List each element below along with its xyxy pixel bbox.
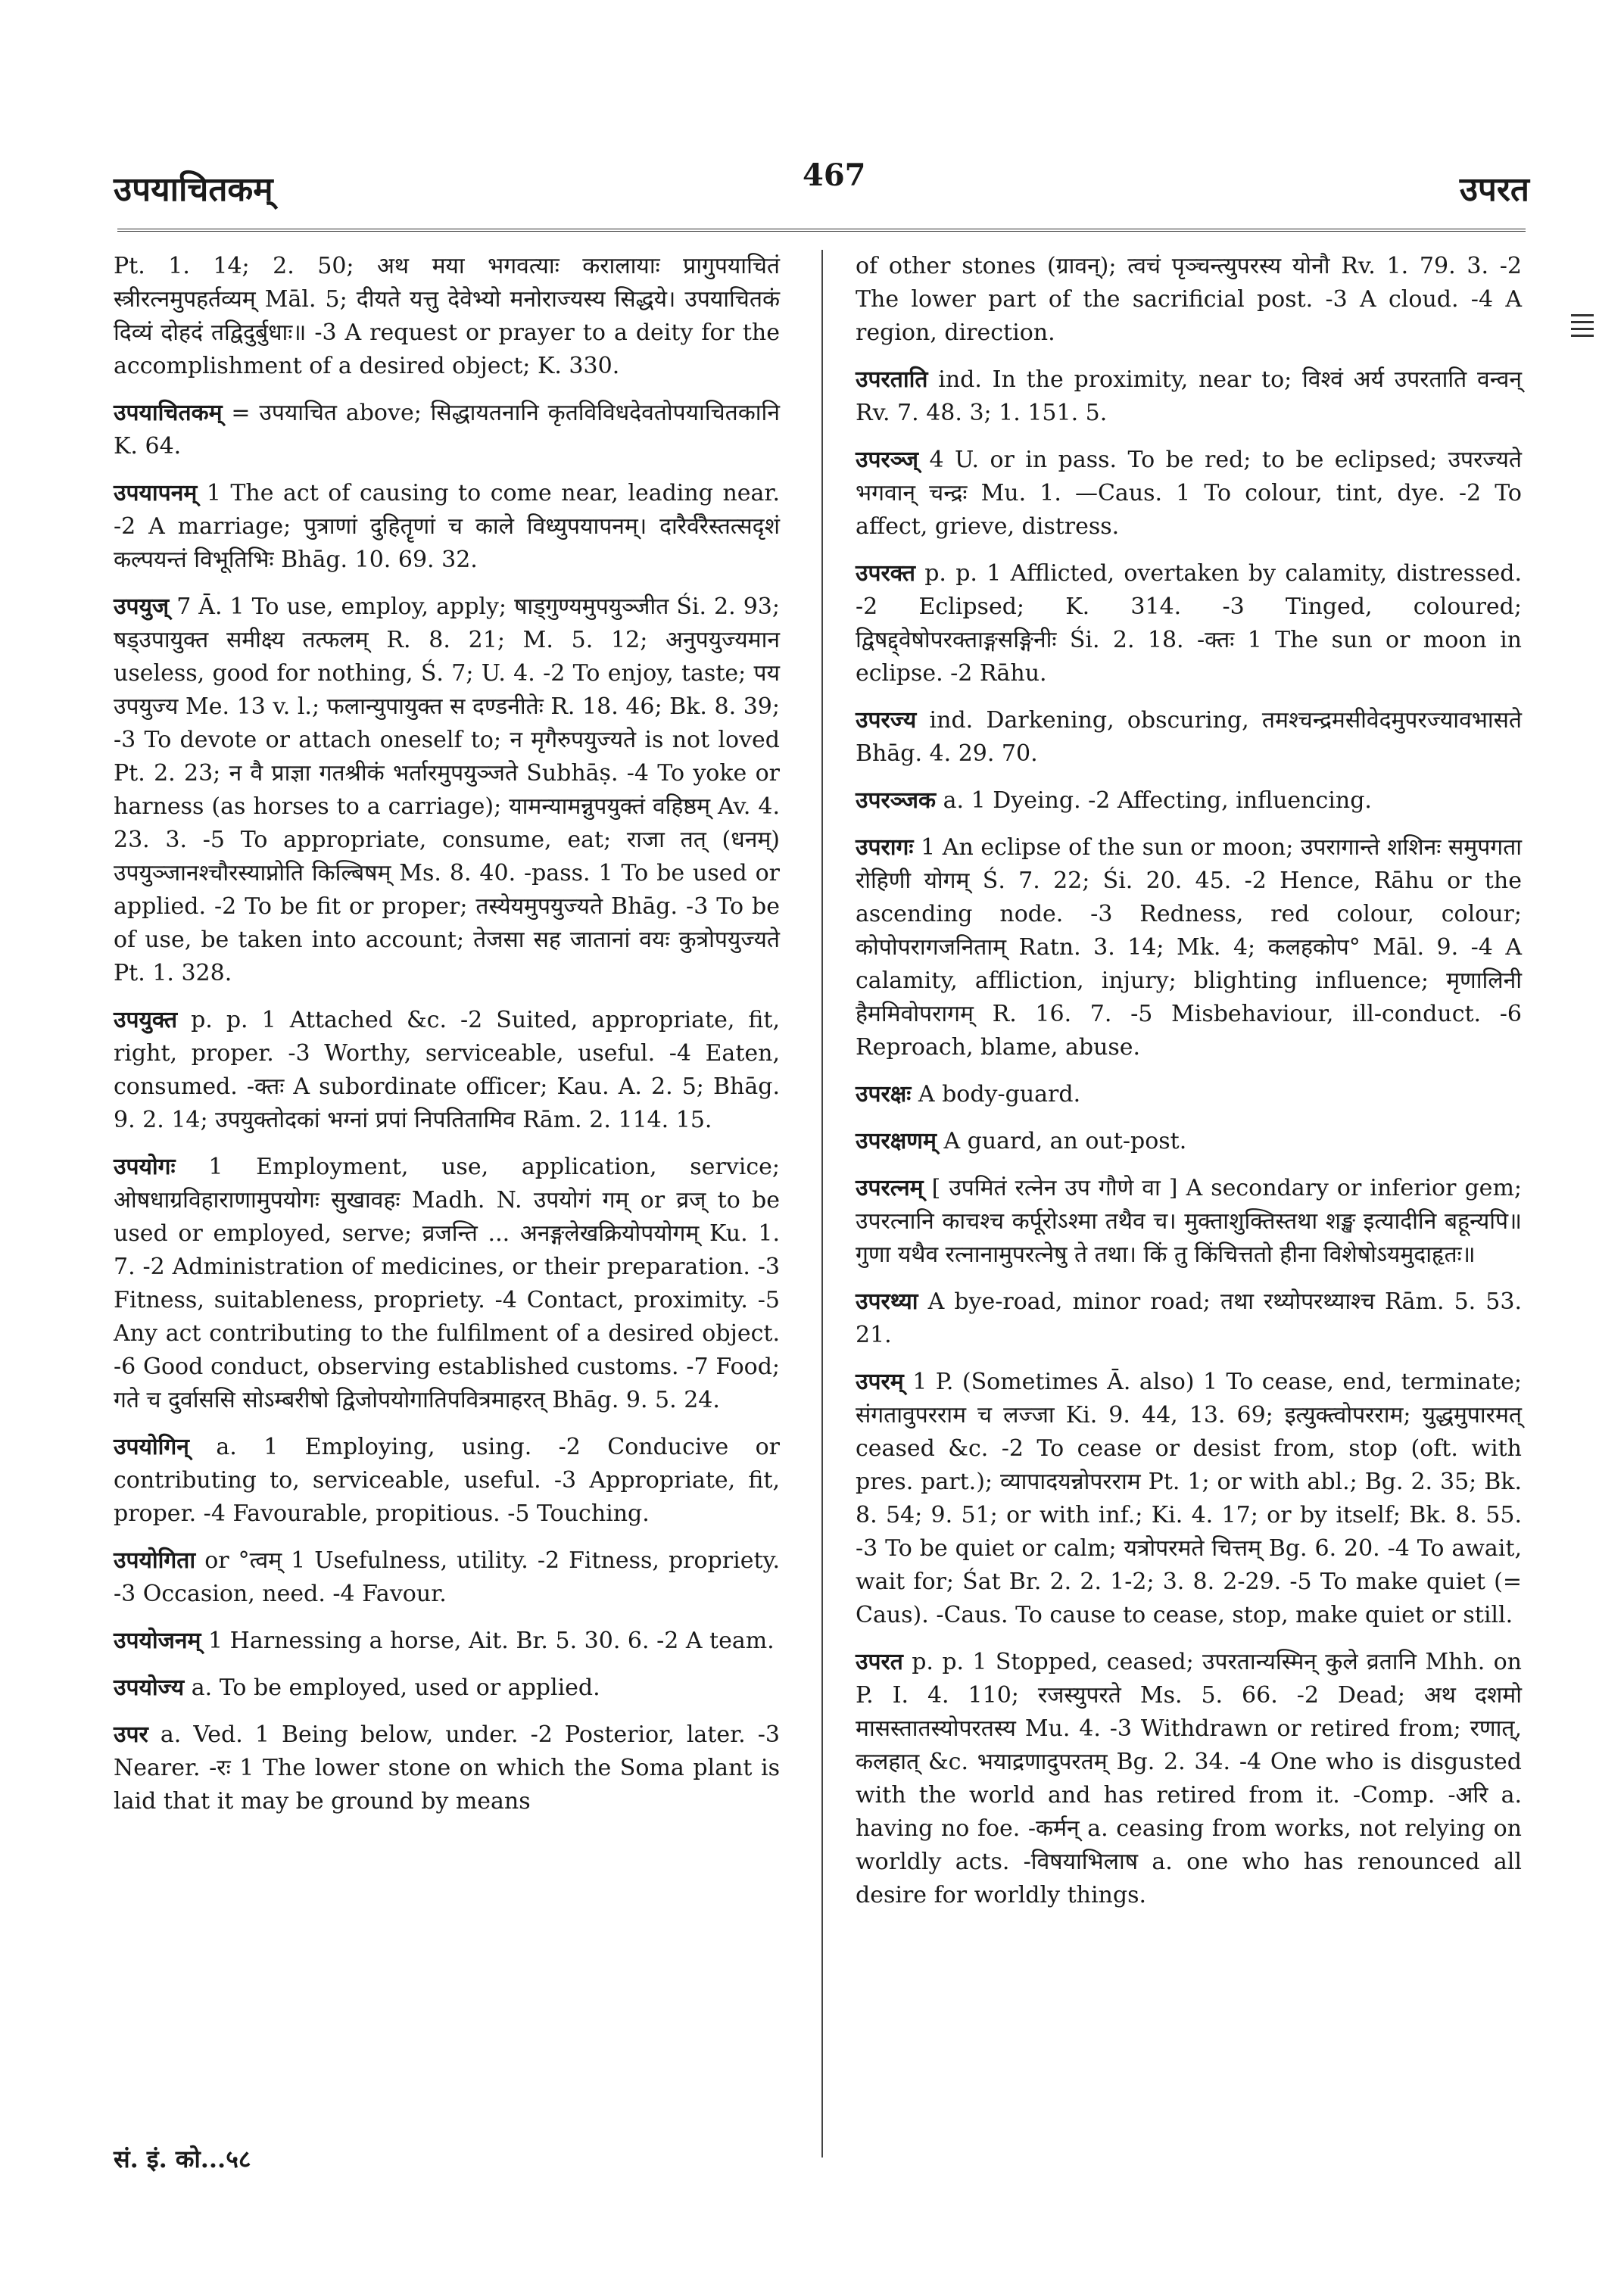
dictionary-entry [856, 444, 1522, 544]
page-number: 467 [803, 157, 866, 193]
entry-definition: or °त्वम् 1 Usefulness, utility. -2 Fitness, propriety. -3 Occasion, need. -4 Favour. [114, 1547, 781, 1607]
dictionary-entry [856, 1078, 1522, 1111]
entry-definition: A body-guard. [918, 1081, 1081, 1108]
entry-definition: a. 1 Employing, using. -2 Conducive or contributing to, serviceable, useful. -3 Appropriate, fit, proper. -4 Favourable, propitious. -5 Touching. [114, 1434, 781, 1527]
entry-definition: a. To be employed, used or applied. [191, 1675, 600, 1701]
entry-definition: 7 Ā. 1 To use, employ, apply; षाड्गुण्यमुपयुञ्जीत Śi. 2. 93; षड्उपायुक्त समीक्ष्य तत्फलम् R. 8. 21; M. 5. 12; अनुपयुज्यमान useless, good for nothing, Ś. 7; U. 4. -2 To enjoy, taste; पय उपयुज्य Me. 13 v. l.; फलान्युपायुक्त स दण्डनीतेः R. 18. 46; Bk. 8. 39; -3 To devote or attach oneself to; न मृगैरुपयुज्यते is not loved Pt. 2. 23; न वै प्राज्ञा गतश्रीकं भर्तारमुपयुञ्जते Subhāṣ. -4 To yoke or harness (as horses to a carriage); यामन्यामन्नुपयुक्तं वहिष्ठम् Av. 4. 23. 3. -5 To appropriate, consume, eat; राजा तत् (धनम्) उपयुञ्जानश्चौरस्याप्नोति किल्बिषम् Ms. 8. 40. -pass. 1 To be used or applied. -2 To be fit or proper; तस्येयमुपयुज्यते Bhāg. -3 To be of use, be taken into account; तेजसा सह जातानां वयः कुत्रोपयुज्यते Pt. 1. 328. [114, 594, 780, 986]
entry-definition: 1 P. (Sometimes Ā. also) 1 To cease, end, terminate; संगतावुपरराम च लज्जा Ki. 9. 44, 13. 69; इत्युक्त्वोपरराम; युद्धमुपारमत् ceased &c. -2 To cease or desist from, stop (oft. with pres. part.); व्यापादयन्नोपरराम Pt. 1; or with abl.; Bg. 2. 35; Bk. 8. 54; 9. 51; or with inf.; Ki. 4. 17; or by itself; Bk. 8. 55. -3 To be quiet or calm; यत्रोपरमते चित्तम् Bg. 6. 20. -4 To await, wait for; Śat Br. 2. 2. 1-2; 3. 8. 2-29. -5 To make quiet (= Caus). -Caus. To cause to cease, stop, make quiet or still. [856, 1369, 1522, 1628]
entry-headword: उपरक्त [856, 560, 915, 587]
entry-headword: उपरञ्ज् [856, 447, 919, 473]
dictionary-entry [114, 590, 780, 990]
entry-headword: उपरक्षः [856, 1081, 912, 1108]
dictionary-entry [856, 250, 1522, 350]
entry-headword: उपयाचितकम् [114, 400, 223, 426]
dictionary-entry [856, 1125, 1522, 1158]
entry-headword: उपरत्नम् [856, 1175, 924, 1201]
entry-headword: उपयोजनम् [114, 1628, 201, 1654]
dictionary-entry [114, 1625, 780, 1658]
entry-definition: = उपयाचित above; सिद्धायतनानि कृतविविधदेवतोपयाचितकानि K. 64. [114, 400, 780, 460]
entry-headword: उपरम् [856, 1369, 904, 1395]
entry-definition: p. p. 1 Stopped, ceased; उपरतान्यस्मिन् कुले व्रतानि Mhh. on P. I. 4. 110; रजस्युपरते Ms. 5. 66. -2 Dead; अथ दशमो मासस्तातस्योपरतस्य Mu. 4. -3 Withdrawn or retired from; रणात्, कलहात् &c. भयाद्रणादुपरतम् Bg. 2. 34. -4 One who is disgusted with the world and has retired from it. -Comp. -अरि a. having no foe. -कर्मन् a. ceasing from works, not relying on worldly acts. -विषयाभिलाष a. one who has renounced all desire for worldly things. [856, 1649, 1522, 1908]
entry-headword: उपयुज् [114, 594, 170, 620]
page-header [114, 157, 1529, 218]
entry-headword: उपयुक्त [114, 1007, 178, 1033]
dictionary-entry [114, 1544, 780, 1611]
entry-definition: 1 Harnessing a horse, Ait. Br. 5. 30. 6. -2 A team. [208, 1628, 775, 1654]
dictionary-entry [856, 831, 1522, 1064]
dictionary-entry [114, 477, 780, 577]
entry-definition: p. p. 1 Afflicted, overtaken by calamity, distressed. -2 Eclipsed; K. 314. -3 Tinged, coloured; द्विषद्द्वेषोपरक्ताङ्गसङ्गिनीः Śi. 2. 18. -क्तः 1 The sun or moon in eclipse. -2 Rāhu. [856, 560, 1522, 687]
entry-definition: ind. Darkening, obscuring, तमश्चन्द्रमसीवेदमुपरज्यावभासते Bhāg. 4. 29. 70. [856, 707, 1522, 767]
entry-definition: of other stones (ग्रावन्); त्वचं पृञ्चन्त्युपरस्य योनौ Rv. 1. 79. 3. -2 The lower part of the sacrificial post. -3 A cloud. -4 A region, direction. [856, 253, 1522, 346]
margin-thumb-index-mark [1571, 314, 1594, 350]
entry-headword: उपर [114, 1721, 148, 1748]
entry-headword: उपरञ्जक [856, 787, 937, 814]
entry-definition: Pt. 1. 14; 2. 50; अथ मया भगवत्याः करालायाः प्रागुपयाचितं स्त्रीरत्नमुपहर्तव्यम् Māl. 5; दीयते यत्तु देवेभ्यो मनोराज्यस्य सिद्धये। उपयाचितकं दिव्यं दोहदं तद्विदुर्बुधाः॥ -3 A request or prayer to a deity for the accomplishment of a desired object; K. 330. [114, 253, 780, 379]
entry-headword: उपरागः [856, 834, 914, 861]
entry-headword: उपयोगिन् [114, 1434, 189, 1460]
dictionary-entry [856, 1285, 1522, 1352]
dictionary-entry [114, 1671, 780, 1705]
entry-definition: a. Ved. 1 Being below, under. -2 Posterior, later. -3 Nearer. -रः 1 The lower stone on which the Soma plant is laid that it may be ground by means [114, 1721, 780, 1815]
dictionary-entry [856, 1646, 1522, 1912]
footer-signature: सं. इं. को...५८ [114, 2145, 251, 2173]
entry-definition: 1 An eclipse of the sun or moon; उपरागान्ते शशिनः समुपगता रोहिणी योगम् Ś. 7. 22; Śi. 20. 45. -2 Hence, Rāhu or the ascending node. -3 Redness, red colour, colour; कोपोपरागजनिताम् Ratn. 3. 14; Mk. 4; कलहकोप° Māl. 9. -4 A calamity, affliction, injury; blighting influence; मृणालिनी हैममिवोपरागम् R. 16. 7. -5 Misbehaviour, ill-conduct. -6 Reproach, blame, abuse. [856, 834, 1522, 1061]
entry-definition: 1 Employment, use, application, service; ओषधाग्रविहाराणामुपयोगः सुखावहः Madh. N. उपयोगं गम् or व्रज् to be used or employed, serve; व्रजन्ति ... अनङ्गलेखक्रियोपयोगम् Ku. 1. 7. -2 Administration of medicines, or their preparation. -3 Fitness, suitableness, propriety. -4 Contact, proximity. -5 Any act contributing to the fulfilment of a desired object. -6 Good conduct, observing established customs. -7 Food; गते च दुर्वाससि सोऽम्बरीषो द्विजोपयोगातिपवित्रमाहरत् Bhāg. 9. 5. 24. [114, 1154, 780, 1413]
entry-headword: उपरत [856, 1649, 903, 1675]
entry-definition: 4 U. or in pass. To be red; to be eclipsed; उपरज्यते भगवान् चन्द्रः Mu. 1. —Caus. 1 To colour, tint, dye. -2 To affect, grieve, distress. [856, 447, 1522, 540]
right-running-headword: उपरत [1459, 170, 1529, 209]
left-column [114, 250, 780, 1832]
entry-definition: ind. In the proximity, near to; विश्वं अर्य उपरताति वन्वन् Rv. 7. 48. 3; 1. 151. 5. [856, 366, 1522, 426]
entry-definition: A bye-road, minor road; तथा रथ्योपरथ्याश्च Rām. 5. 53. 21. [856, 1288, 1522, 1348]
entry-headword: उपयोगिता [114, 1547, 196, 1574]
entry-headword: उपरथ्या [856, 1288, 918, 1315]
dictionary-entry [114, 1151, 780, 1417]
entry-definition: [ उपमितं रत्नेन उप गौणे वा ] A secondary or inferior gem; उपरत्नानि काचश्च कर्पूरोऽश्मा तथैव च। मुक्ताशुक्तिस्तथा शङ्ख इत्यादीनि बहून्यपि॥ गुणा यथैव रत्नानामुपरत्नेषु ते तथा। किं तु किंचित्ततो हीना विशेषोऽयमुदाहृतः॥ [856, 1175, 1522, 1268]
entry-definition: a. 1 Dyeing. -2 Affecting, influencing. [943, 787, 1372, 814]
column-divider [821, 250, 823, 2157]
entry-headword: उपयोज्य [114, 1675, 185, 1701]
entry-headword: उपयोगः [114, 1154, 176, 1180]
entry-definition: A guard, an out-post. [943, 1128, 1187, 1154]
entry-definition: p. p. 1 Attached &c. -2 Suited, appropriate, fit, right, proper. -3 Worthy, serviceable, useful. -4 Eaten, consumed. -क्तः A subordinate officer; Kau. A. 2. 5; Bhāg. 9. 2. 14; उपयुक्तोदकां भग्नां प्रपां निपतितामिव Rām. 2. 114. 15. [114, 1007, 780, 1133]
dictionary-entry [114, 1718, 780, 1818]
dictionary-entry [856, 363, 1522, 430]
dictionary-entry [856, 1366, 1522, 1632]
left-running-headword: उपयाचितकम् [114, 170, 273, 209]
dictionary-entry [114, 1431, 780, 1531]
dictionary-entry [114, 397, 780, 463]
entry-headword: उपरज्य [856, 707, 917, 734]
dictionary-entry [856, 557, 1522, 690]
entry-headword: उपरक्षणम् [856, 1128, 937, 1154]
entry-headword: उपयापनम् [114, 480, 198, 506]
dictionary-entry [856, 1172, 1522, 1272]
header-rule [117, 229, 1526, 232]
dictionary-entry [856, 784, 1522, 818]
entry-headword: उपरताति [856, 366, 928, 393]
dictionary-entry [114, 1004, 780, 1137]
dictionary-entry [856, 704, 1522, 771]
dictionary-entry [114, 250, 780, 383]
right-column [856, 250, 1522, 1926]
entry-definition: 1 The act of causing to come near, leading near. -2 A marriage; पुत्राणां दुहितॄणां च काले विध्युपयापनम्। दारैर्वरैस्तत्सदृशं कल्पयन्तं विभूतिभिः Bhāg. 10. 69. 32. [114, 480, 780, 573]
